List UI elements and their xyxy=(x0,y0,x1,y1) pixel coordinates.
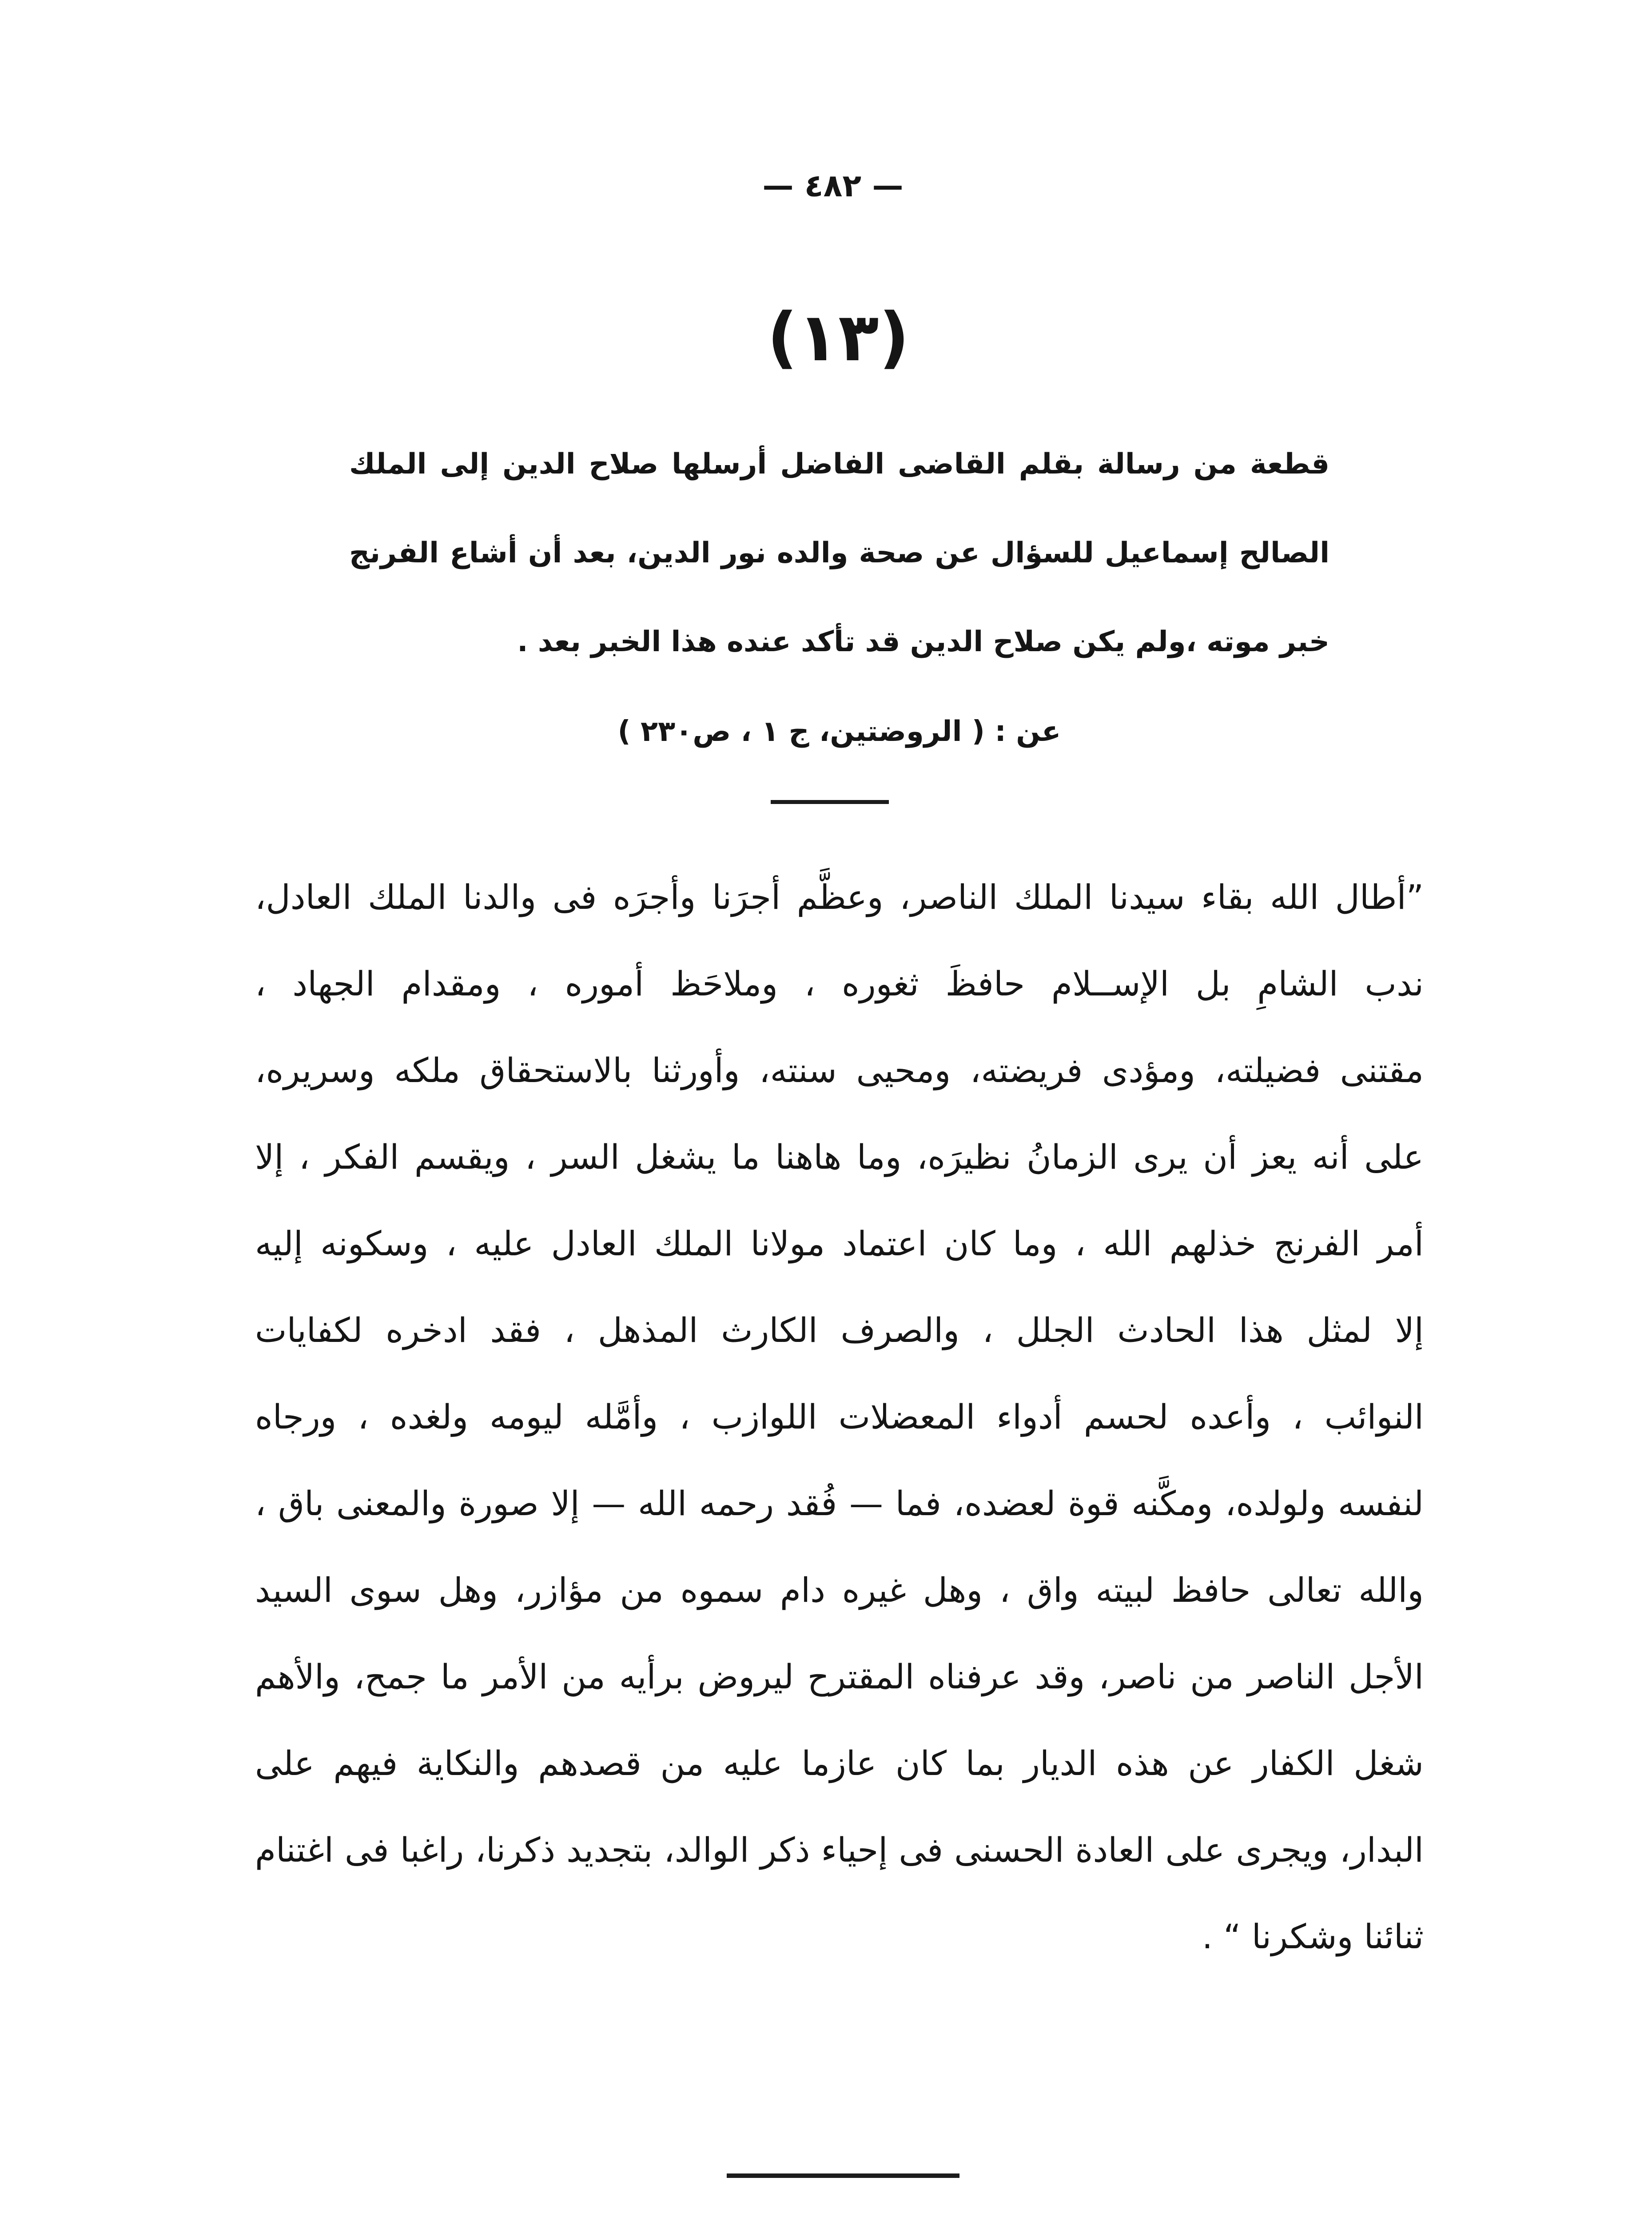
source-citation: عن : ( الروضتين، ج ١ ، ص٢٣٠ ) xyxy=(617,715,1061,748)
body-line-4: على أنه يعز أن يرى الزمانُ نظيرَه، وما هاهنا ما يشغل السر ، ويقسم الفكر ، إلا xyxy=(255,1137,1424,1177)
heading-line-1: قطعة من رسالة بقلم القاضى الفاضل أرسلها صلاح الدين إلى الملك xyxy=(349,448,1330,481)
heading-line-2: الصالح إسماعيل للسؤال عن صحة والده نور الدين، بعد أن أشاع الفرنج xyxy=(349,537,1330,569)
letter-body xyxy=(255,854,1424,1980)
separator-rule-top xyxy=(771,800,889,804)
body-line-5: أمر الفرنج خذلهم الله ، وما كان اعتماد مولانا الملك العادل عليه ، وسكونه إليه xyxy=(255,1224,1424,1263)
body-line-2: ندب الشامِ بل الإســلام حافظَ ثغوره ، وملاحَظ أموره ، ومقدام الجهاد ، xyxy=(255,964,1424,1003)
body-line-8: لنفسه ولولده، ومكَّنه قوة لعضده، فما — فُقد رحمه الله — إلا صورة والمعنى باق ، xyxy=(255,1484,1424,1523)
body-line-9: والله تعالى حافظ لبيته واق ، وهل غيره دام سموه من مؤازر، وهل سوى السيد xyxy=(255,1570,1424,1610)
heading-line-3: خبر موته ،ولم يكن صلاح الدين قد تأكد عنده هذا الخبر بعد . xyxy=(517,625,1330,658)
body-line-3: مقتنى فضيلته، ومؤدى فريضته، ومحيى سنته، وأورثنا بالاستحقاق ملكه وسريره، xyxy=(255,1051,1424,1090)
body-line-1: ”أطال الله بقاء سيدنا الملك الناصر، وعظَّم أجرَنا وأجرَه فى والدنا الملك العادل، xyxy=(255,877,1424,917)
heading-block xyxy=(349,420,1330,686)
body-line-13: ثنائنا وشكرنا “ . xyxy=(1202,1917,1424,1956)
body-line-7: النوائب ، وأعده لحسم أدواء المعضلات اللوازب ، وأمَّله ليومه ولغده ، ورجاه xyxy=(255,1397,1424,1437)
body-line-6: إلا لمثل هذا الحادث الجلل ، والصرف الكارث المذهل ، فقد ادخره لكفايات xyxy=(255,1310,1424,1350)
section-number: (١٣) xyxy=(767,299,910,376)
body-line-12: البدار، ويجرى على العادة الحسنى فى إحياء ذكر الوالد، بتجديد ذكرنا، راغبا فى اغتنام xyxy=(255,1830,1424,1870)
body-line-10: الأجل الناصر من ناصر، وقد عرفناه المقترح ليروض برأيه من الأمر ما جمح، والأهم xyxy=(255,1657,1424,1696)
page-number: — ٤٨٢ — xyxy=(762,167,904,204)
separator-rule-bottom xyxy=(727,2173,959,2178)
body-line-11: شغل الكفار عن هذه الديار بما كان عازما عليه من قصدهم والنكاية فيهم على xyxy=(255,1743,1424,1783)
